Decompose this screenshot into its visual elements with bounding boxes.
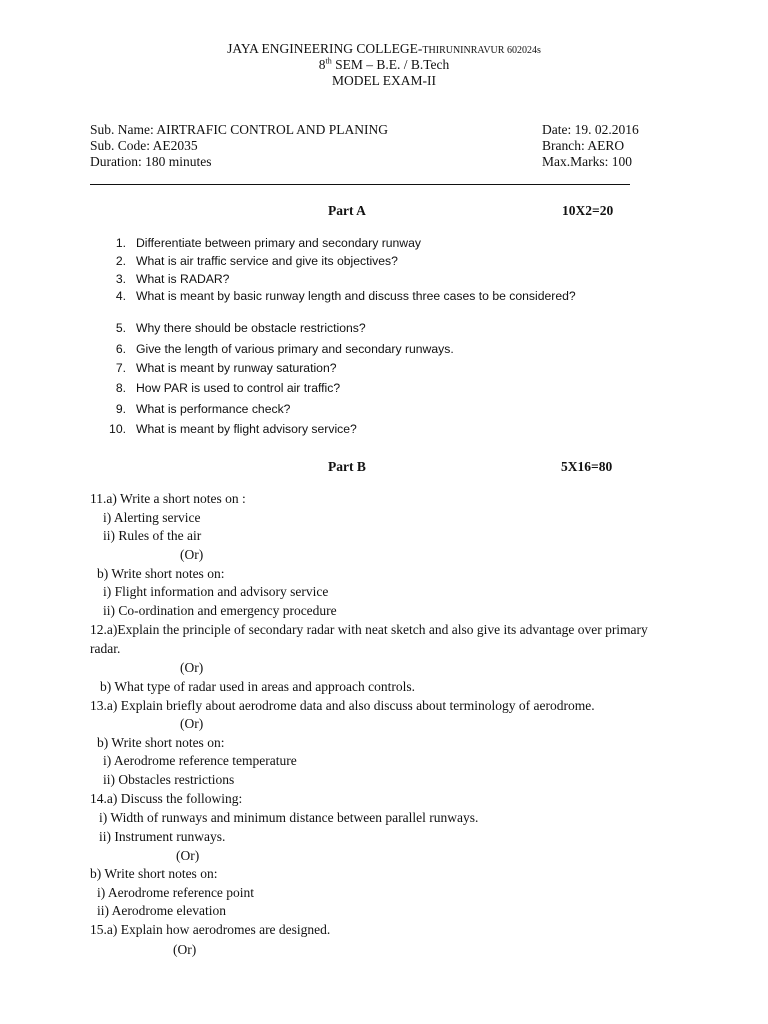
part-b-line: 15.a) Explain how aerodromes are designed.: [90, 922, 331, 937]
part-b-line: 11.a) Write a short notes on :: [90, 491, 246, 506]
question-number: 4.: [115, 289, 126, 303]
question-text: Give the length of various primary and secondary runways.: [136, 342, 454, 356]
question-text: What is meant by runway saturation?: [136, 361, 337, 375]
question-text: What is meant by basic runway length and discuss three cases to be considered?: [136, 289, 576, 303]
part-b-line: i) Alerting service: [103, 510, 201, 525]
part-b-line: i) Flight information and advisory service: [103, 584, 329, 599]
part-b-line: (Or): [180, 716, 204, 731]
question-number: 9.: [115, 402, 126, 416]
exam-title: MODEL EXAM-II: [331, 73, 437, 88]
part-a-marks: 10X2=20: [562, 203, 614, 218]
part-b-line: 13.a) Explain briefly about aerodrome data and also discuss about terminology of aerodrome.: [90, 698, 595, 713]
part-b-marks: 5X16=80: [561, 459, 613, 474]
subject-name: Sub. Name: AIRTRAFIC CONTROL AND PLANING: [90, 122, 388, 137]
question-number: 10.: [109, 422, 126, 436]
question-number: 1.: [115, 236, 126, 250]
part-b-line: i) Aerodrome reference point: [97, 885, 255, 900]
part-b-title: Part B: [328, 459, 366, 474]
part-b-line: b) Write short notes on:: [97, 566, 225, 581]
part-b-line: 12.a)Explain the principle of secondary radar with neat sketch and also give its advantage over primary: [90, 622, 648, 637]
part-b-line: 14.a) Discuss the following:: [90, 791, 243, 806]
part-b-line: ii) Rules of the air: [103, 528, 202, 543]
question-number: 5.: [115, 321, 126, 335]
sem-number: 8: [318, 57, 326, 72]
question-text: Why there should be obstacle restrictions?: [136, 321, 366, 335]
part-b-line: (Or): [180, 660, 204, 675]
semester-line: [0, 57, 768, 73]
part-b-line: radar.: [90, 641, 121, 656]
question-text: Differentiate between primary and secondary runway: [136, 236, 421, 250]
sem-suffix: th: [325, 56, 332, 66]
question-text: What is meant by flight advisory service?: [136, 422, 357, 436]
separator-rule: [90, 184, 630, 185]
question-text: What is air traffic service and give its objectives?: [136, 254, 398, 268]
sem-program: SEM – B.E. / B.Tech: [331, 57, 450, 72]
question-number: 6.: [115, 342, 126, 356]
question-number: 7.: [115, 361, 126, 375]
question-number: 8.: [115, 381, 126, 395]
part-b-line: i) Width of runways and minimum distance between parallel runways.: [99, 810, 479, 825]
exam-date: Date: 19. 02.2016: [542, 122, 639, 137]
college-location: THIRUNINRAVUR 602024s: [422, 45, 541, 56]
max-marks: Max.Marks: 100: [542, 154, 632, 169]
subject-code: Sub. Code: AE2035: [90, 138, 198, 153]
question-text: What is performance check?: [136, 402, 291, 416]
part-b-line: (Or): [176, 848, 200, 863]
college-name: JAYA ENGINEERING COLLEGE-: [227, 41, 423, 56]
part-b-line: b) Write short notes on:: [97, 735, 225, 750]
part-b-line: b) What type of radar used in areas and approach controls.: [100, 679, 416, 694]
part-a-title: Part A: [328, 203, 366, 218]
part-b-line: (Or): [173, 942, 197, 957]
question-text: What is RADAR?: [136, 272, 230, 286]
part-b-line: ii) Instrument runways.: [99, 829, 226, 844]
part-b-line: (Or): [180, 547, 204, 562]
part-b-line: ii) Co-ordination and emergency procedure: [103, 603, 337, 618]
duration: Duration: 180 minutes: [90, 154, 212, 169]
branch: Branch: AERO: [542, 138, 625, 153]
question-text: How PAR is used to control air traffic?: [136, 381, 341, 395]
part-b-line: ii) Obstacles restrictions: [103, 772, 235, 787]
part-b-line: ii) Aerodrome elevation: [97, 903, 226, 918]
question-number: 2.: [115, 254, 126, 268]
part-b-line: b) Write short notes on:: [90, 866, 218, 881]
part-b-line: i) Aerodrome reference temperature: [103, 753, 297, 768]
question-number: 3.: [115, 272, 126, 286]
